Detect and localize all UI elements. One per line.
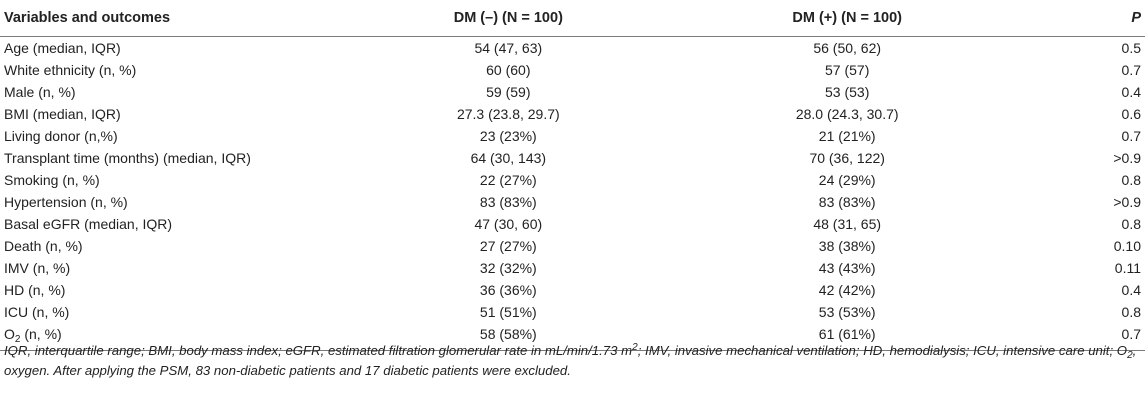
row-dm-negative: 47 (30, 60)	[474, 215, 543, 232]
footnote-part3: , oxygen. After applying the PSM, 83 non-diabetic patients and 17 diabetic patients were excluded.	[4, 343, 1137, 378]
row-dm-positive: 53 (53)	[825, 83, 870, 100]
header-variables: Variables and outcomes	[0, 4, 339, 37]
table-row	[0, 59, 1145, 81]
row-variable: BMI (median, IQR)	[4, 105, 121, 122]
footnote-part1: IQR, interquartile range; BMI, body mass index; eGFR, estimated filtration glomerular rate in mL/min/1.73 m	[4, 343, 633, 358]
row-p-value: 0.5	[1121, 39, 1141, 56]
row-dm-negative: 60 (60)	[486, 61, 531, 78]
row-dm-negative: 23 (23%)	[479, 127, 537, 144]
row-p-value: 0.4	[1121, 83, 1141, 100]
row-variable: Death (n, %)	[4, 237, 83, 254]
row-dm-negative: 64 (30, 143)	[470, 149, 547, 166]
row-p-value: 0.7	[1017, 323, 1145, 350]
row-dm-positive: 48 (31, 65)	[813, 215, 882, 232]
row-dm-negative: 54 (47, 63)	[474, 39, 543, 56]
row-variable-subscript: 2	[14, 333, 21, 345]
row-variable-rest: (n, %)	[20, 325, 62, 342]
row-variable: Living donor (n,%)	[4, 127, 118, 144]
row-dm-positive: 21 (21%)	[818, 127, 876, 144]
row-p-value: 0.4	[1121, 281, 1141, 298]
row-variable: White ethnicity (n, %)	[4, 61, 137, 78]
row-dm-positive: 83 (83%)	[818, 193, 876, 210]
row-dm-positive: 57 (57)	[825, 61, 870, 78]
row-variable: HD (n, %)	[4, 281, 66, 298]
table-row	[0, 301, 1145, 323]
row-p-value: 0.11	[1114, 259, 1141, 276]
footnote-part2: ; IMV, invasive mechanical ventilation; HD, hemodialysis; ICU, intensive care unit; O	[637, 343, 1128, 358]
footnote-superscript: 2	[632, 342, 638, 353]
row-dm-negative: 51 (51%)	[479, 303, 537, 320]
row-variable: Male (n, %)	[4, 83, 76, 100]
row-dm-positive: 43 (43%)	[818, 259, 876, 276]
table-row	[0, 213, 1145, 235]
row-dm-positive: 53 (53%)	[818, 303, 876, 320]
header-p-value: P	[1017, 4, 1145, 37]
row-dm-positive: 28.0 (24.3, 30.7)	[795, 105, 899, 122]
row-p-value: 0.8	[1121, 171, 1141, 188]
table-row	[0, 103, 1145, 125]
row-dm-positive: 38 (38%)	[818, 237, 876, 254]
row-dm-negative: 27 (27%)	[479, 237, 537, 254]
table-row	[0, 147, 1145, 169]
row-dm-positive: 42 (42%)	[818, 281, 876, 298]
table-row	[0, 279, 1145, 301]
row-variable: ICU (n, %)	[4, 303, 70, 320]
table-footnote	[4, 341, 1140, 380]
row-dm-negative: 59 (59)	[486, 83, 531, 100]
row-p-value: 0.8	[1121, 215, 1141, 232]
row-dm-negative: 36 (36%)	[479, 281, 537, 298]
table-row	[0, 125, 1145, 147]
row-p-value: 0.10	[1113, 237, 1141, 254]
row-p-value: 0.7	[1121, 127, 1141, 144]
table-row	[0, 37, 1145, 60]
table-header-row	[0, 4, 1145, 37]
footnote-subscript: 2	[1127, 350, 1133, 361]
row-variable: Age (median, IQR)	[4, 39, 121, 56]
row-dm-negative: 22 (27%)	[479, 171, 537, 188]
row-p-value: >0.9	[1113, 193, 1141, 210]
row-dm-positive: 70 (36, 122)	[809, 149, 885, 166]
row-variable: Transplant time (months) (median, IQR)	[4, 149, 251, 166]
row-variable: IMV (n, %)	[4, 259, 71, 276]
header-dm-negative: DM (–) (N = 100)	[339, 4, 678, 37]
row-p-value: 0.6	[1121, 105, 1141, 122]
row-dm-positive: 24 (29%)	[818, 171, 876, 188]
row-dm-negative: 32 (32%)	[479, 259, 537, 276]
comparison-table	[0, 4, 1145, 351]
row-variable-main: O	[4, 325, 15, 342]
table-row	[0, 191, 1145, 213]
table-row	[0, 257, 1145, 279]
row-dm-negative: 58 (58%)	[339, 323, 678, 350]
header-dm-positive: DM (+) (N = 100)	[678, 4, 1017, 37]
table-row	[0, 169, 1145, 191]
table-row	[0, 235, 1145, 257]
row-variable: Basal eGFR (median, IQR)	[4, 215, 173, 232]
row-dm-positive: 56 (50, 62)	[813, 39, 882, 56]
row-p-value: >0.9	[1113, 149, 1141, 166]
row-p-value: 0.8	[1121, 303, 1141, 320]
row-dm-negative: 27.3 (23.8, 29.7)	[456, 105, 560, 122]
row-p-value: 0.7	[1121, 61, 1141, 78]
row-variable: Hypertension (n, %)	[4, 193, 128, 210]
row-variable: Smoking (n, %)	[4, 171, 100, 188]
table-row	[0, 81, 1145, 103]
row-dm-negative: 83 (83%)	[479, 193, 537, 210]
row-dm-positive: 61 (61%)	[678, 323, 1017, 350]
